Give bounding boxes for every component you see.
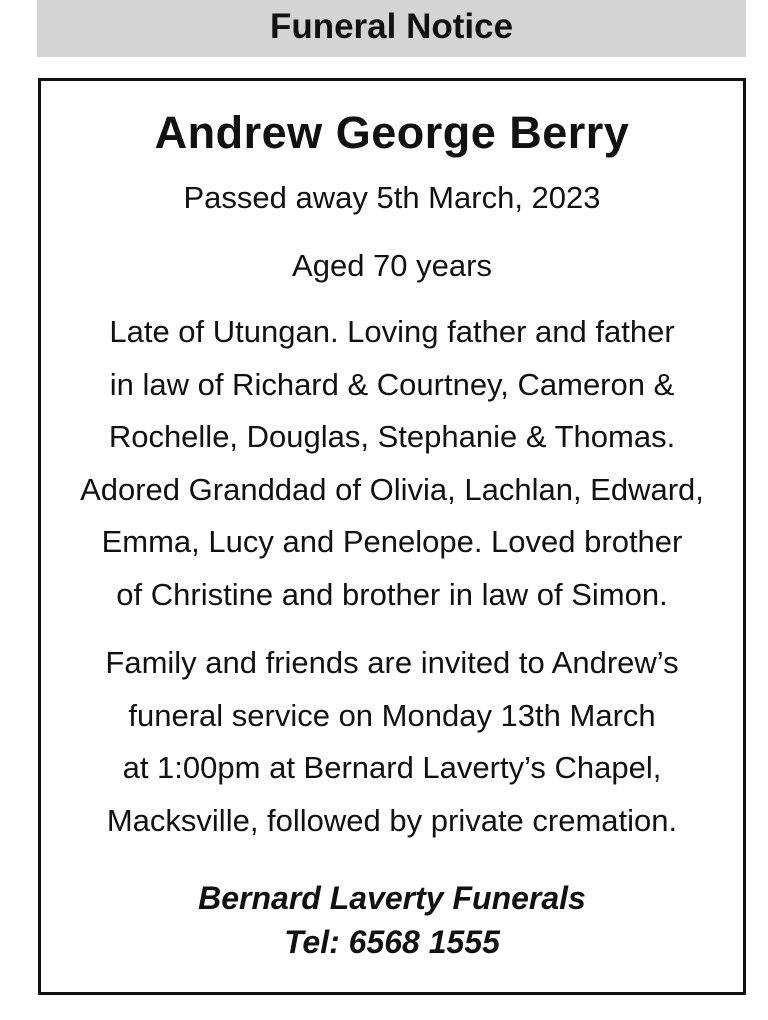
age-at-death: Aged 70 years: [292, 248, 492, 283]
funeral-director-name: Bernard Laverty Funerals: [198, 880, 586, 916]
passed-away-date: Passed away 5th March, 2023: [183, 180, 601, 215]
funeral-director-block: [41, 876, 743, 964]
family-line: of Christine and brother in law of Simon.: [116, 576, 668, 612]
service-paragraph: [41, 637, 743, 847]
service-line: Family and friends are invited to Andrew’s: [105, 645, 679, 680]
family-paragraph: [41, 306, 743, 621]
service-line: at 1:00pm at Bernard Laverty’s Chapel,: [122, 750, 662, 785]
funeral-director-phone: Tel: 6568 1555: [284, 924, 500, 960]
page-title: Funeral Notice: [269, 7, 514, 46]
notice-box: [38, 78, 746, 995]
service-line: Macksville, followed by private cremation.: [106, 802, 678, 838]
family-line: Adored Granddad of Olivia, Lachlan, Edward,: [80, 471, 704, 507]
header-bar: [37, 0, 746, 57]
family-line: Rochelle, Douglas, Stephanie & Thomas.: [108, 419, 676, 454]
family-line: Late of Utungan. Loving father and father: [109, 314, 675, 349]
deceased-name: Andrew George Berry: [154, 107, 630, 158]
service-line: funeral service on Monday 13th March: [128, 697, 656, 733]
family-line: in law of Richard & Courtney, Cameron &: [109, 366, 675, 402]
family-line: Emma, Lucy and Penelope. Loved brother: [101, 524, 683, 559]
